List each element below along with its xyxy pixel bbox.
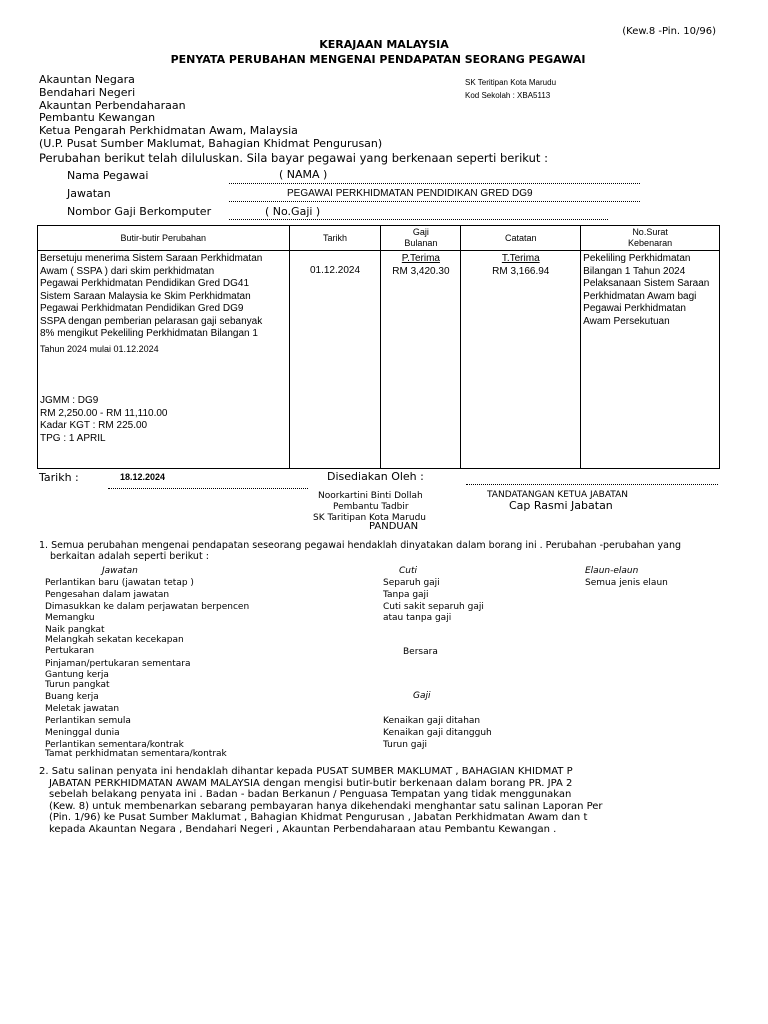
panduan-p1-line1: 1. Semua perubahan mengenai pendapatan seseorang pegawai hendaklah dinyatakan dalam borang ini . Perubahan -perubahan yang [39,540,682,551]
addressee: (U.P. Pusat Sumber Maklumat, Bahagian Khidmat Pengurusan) [39,136,383,150]
surat-line: Pegawai Perkhidmatan [583,303,686,314]
addressee: Akauntan Negara [39,73,135,86]
panduan-p2 [39,766,719,836]
cuti-item: Separuh gaji [383,578,440,588]
prepared-name: Noorkartini Binti Dollah [318,491,423,501]
nama-dotted-line [229,183,640,184]
gaji-item: Kenaikan gaji ditahan [383,716,481,726]
p2-line: (Pin. 1/96) ke Pusat Sumber Maklumat , Bahagian Khidmat Pengurusan , Jabatan Perkhidmatan Awam dan t [49,812,588,824]
butir-line: Pegawai Perkhidmatan Pendidikan Gred DG41 [40,278,250,289]
catatan-label-cell: T.Terima [501,253,540,264]
gaji-item: Kenaikan gaji ditangguh [383,728,492,738]
p2-line: kepada Akauntan Negara , Bendahari Negeri , Akauntan Perbendaharaan atau Pembantu Kewangan . [49,823,557,835]
form-code: (Kew.8 -Pin. 10/96) [622,26,716,37]
doc-subtitle: PENYATA PERUBAHAN MENGENAI PENDAPATAN SEORANG PEGAWAI [170,53,586,66]
nama-value: ( NAMA ) [279,168,328,181]
jawatan-item: Memangku [45,613,95,623]
addressee: Akauntan Perbendaharaan [39,98,186,112]
gaji-label: Nombor Gaji Berkomputer [67,205,212,218]
gaji-item: Turun gaji [383,740,428,750]
butir-line: Sistem Saraan Malaysia ke Skim Perkhidmatan [40,290,251,302]
cell-butir [38,251,290,469]
cap-label: Cap Rasmi Jabatan [509,499,613,512]
table-header-row [38,226,720,251]
catatan-value-cell: RM 3,166.94 [492,265,550,277]
surat-line: Bilangan 1 Tahun 2024 [583,265,686,277]
jawatan-value: PEGAWAI PERKHIDMATAN PENDIDIKAN GRED DG9 [287,188,533,199]
jawatan-item: Pengesahan dalam jawatan [45,590,170,600]
col-elaun-heading: Elaun-elaun [585,566,639,576]
prepared-school: SK Taritipan Kota Marudu [313,513,426,523]
addressee: Bendahari Negeri [39,85,136,99]
header-gaji-line: Bulanan [404,238,438,248]
surat-line: Pelaksanaan Sistem Saraan [583,278,710,289]
p2-line: 2. Satu salinan penyata ini hendaklah dihantar kepada PUSAT SUMBER MAKLUMAT , BAHAGIAN KHIDMAT P [39,766,573,777]
cuti-item: atau tanpa gaji [383,613,452,623]
nama-label: Nama Pegawai [67,169,149,182]
jawatan-dotted-line [229,201,640,202]
header-gaji [381,226,461,251]
jawatan-item: Tamat perkhidmatan sementara/kontrak [45,749,227,759]
butir-line: Awam ( SSPA ) dari skim perkhidmatan [40,265,215,277]
p2-line: JABATAN PERKHIDMATAN AWAM MALAYSIA dengan mengisi butir-butir berkenaan dalam borang PR. JPA 2 [49,777,573,789]
jawatan-label: Jawatan [67,187,111,200]
tarikh-value: 01.12.2024 [309,265,361,276]
tarikh-label: Tarikh : [39,471,79,484]
cell-surat [581,251,720,469]
changes-table [37,225,720,469]
surat-line: Awam Persekutuan [583,315,670,327]
addressee-list [39,74,459,151]
header-surat-line: Kebenaran [628,238,673,248]
tarikh-value: 18.12.2024 [120,472,166,482]
header-surat-line: No.Surat [632,227,668,237]
gaji-heading: Gaji [413,691,431,701]
cell-catatan [461,251,581,469]
butir-extra-line: JGMM : DG9 [40,395,99,406]
col-jawatan-heading: Jawatan [102,566,138,576]
jawatan-item: Pinjaman/pertukaran sementara [45,659,191,669]
gaji-value: ( No.Gaji ) [265,205,321,218]
panduan-title: PANDUAN [369,521,419,532]
jawatan-item: Dimasukkan ke dalam perjawatan berpencen [45,602,250,612]
doc-title: KERAJAAN MALAYSIA [319,38,449,51]
col-cuti-heading: Cuti [399,566,418,576]
cuti-item: Cuti sakit separuh gaji [383,602,484,612]
jawatan-item: Perlantikan semula [45,716,131,726]
jawatan-item: Meletak jawatan [45,704,120,714]
jawatan-item: Buang kerja [45,692,99,702]
bersara-item: Bersara [403,647,438,657]
addressee: Ketua Pengarah Perkhidmatan Awam, Malaysia [39,124,298,138]
addressee: Pembantu Kewangan [39,111,156,125]
tarikh-dotted-line [108,488,308,489]
cell-tarikh [289,251,381,469]
butir-line: Bersetuju menerima Sistem Saraan Perkhidmatan [40,253,263,264]
p2-line: sebelah belakang penyata ini . Badan - badan Berkanun / Penguasa Tempatan yang tidak menggunakan [49,789,572,801]
header-surat [581,226,720,251]
butir-extra-line: Kadar KGT : RM 225.00 [40,420,148,431]
butir-line: SSPA dengan pemberian pelarasan gaji sebanyak [40,315,263,327]
butir-extra-line: TPG : 1 APRIL [40,432,106,444]
ttd-label: TANDATANGAN KETUA JABATAN [487,490,628,500]
jawatan-item: Perlantikan baru (jawatan tetap ) [45,578,194,588]
intro-text: Perubahan berikut telah diluluskan. Sila bayar pegawai yang berkenaan seperti berikut : [39,151,548,165]
signature-dotted-line [466,484,718,485]
p2-line: (Kew. 8) untuk membenarkan sebarang pembayaran hanya dikehendaki menghantar satu salinan Laporan Per [49,800,603,812]
school-code: Kod Sekolah : XBA5113 [465,91,551,100]
jawatan-item: Pertukaran [45,646,95,656]
elaun-item: Semua jenis elaun [585,578,668,588]
jawatan-item: Naik pangkat [45,625,105,635]
surat-line: Perkhidmatan Awam bagi [583,290,697,302]
table-row [38,251,720,469]
butir-line: Tahun 2024 mulai 01.12.2024 [40,343,159,354]
butir-line: Pegawai Perkhidmatan Pendidikan Gred DG9 [40,303,244,314]
jawatan-item: Gantung kerja [45,670,109,680]
jawatan-item: Melangkah sekatan kecekapan [45,635,184,645]
gaji-label-cell: P.Terima [401,253,440,264]
header-butir: Butir-butir Perubahan [38,226,290,251]
gaji-dotted-line [229,219,608,220]
disediakan-label: Disediakan Oleh : [327,470,424,483]
butir-extra-line: RM 2,250.00 - RM 11,110.00 [40,407,168,419]
surat-line: Pekeliling Perkhidmatan [583,253,691,264]
jawatan-item: Perlantikan sementara/kontrak [45,740,184,750]
butir-line: 8% mengikut Pekeliling Perkhidmatan Bilangan 1 [40,328,258,339]
prepared-post: Pembantu Tadbir [333,502,409,512]
gaji-value-cell: RM 3,420.30 [392,265,450,277]
school-name: SK Teritipan Kota Marudu [465,78,557,87]
jawatan-item: Turun pangkat [45,680,110,690]
panduan-p1-line2: berkaitan adalah seperti berikut : [50,551,209,562]
header-gaji-line: Gaji [412,227,429,237]
cuti-item: Tanpa gaji [383,590,429,600]
jawatan-item: Meninggal dunia [45,728,120,738]
cell-gaji [381,251,461,469]
header-catatan: Catatan [461,226,581,251]
header-tarikh: Tarikh [289,226,381,251]
